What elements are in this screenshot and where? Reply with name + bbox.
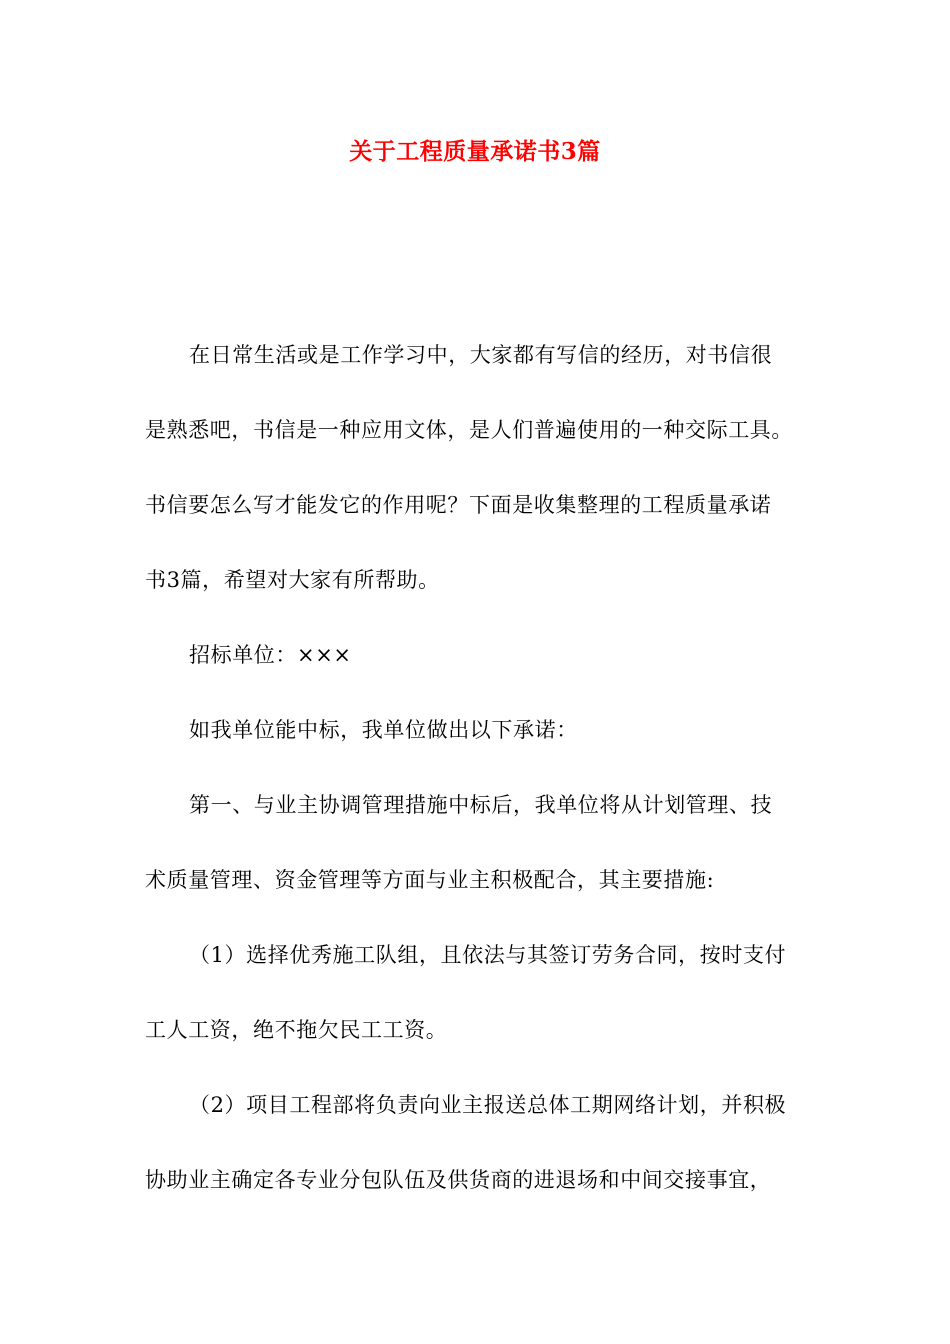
text-line: 工人工资，绝不拖欠民工工资。 [145, 1018, 448, 1042]
text-line: 术质量管理、资金管理等方面与业主积极配合，其主要措施: [145, 868, 715, 892]
text-line: （1）选择优秀施工队组，且依法与其签订劳务合同，按时支付 [189, 943, 787, 967]
text-line: （2）项目工程部将负责向业主报送总体工期网络计划，并积极 [189, 1093, 787, 1117]
text-line: 如我单位能中标，我单位做出以下承诺： [189, 718, 578, 742]
document-body [145, 318, 815, 1218]
text-line: 是熟悉吧，书信是一种应用文体，是人们普遍使用的一种交际工具。 [145, 418, 793, 442]
document-title: 关于工程质量承诺书3篇 [349, 138, 601, 165]
text-line: 在日常生活或是工作学习中，大家都有写信的经历，对书信很 [189, 343, 773, 367]
text-line: 招标单位：××× [189, 643, 352, 667]
paragraph-item-1 [145, 918, 815, 1068]
text-line: 书信要怎么写才能发它的作用呢？下面是收集整理的工程质量承诺 [145, 493, 772, 517]
paragraph-first-measure [145, 768, 815, 918]
text-line: 书3篇，希望对大家有所帮助。 [145, 568, 440, 592]
text-line: 第一、与业主协调管理措施中标后，我单位将从计划管理、技 [189, 793, 773, 817]
paragraph-commitment-intro [145, 693, 815, 768]
paragraph-recipient [145, 618, 815, 693]
text-line: 协助业主确定各专业分包队伍及供货商的进退场和中间交接事宜， [145, 1168, 772, 1192]
paragraph-intro [145, 318, 815, 618]
paragraph-item-2 [145, 1068, 815, 1218]
